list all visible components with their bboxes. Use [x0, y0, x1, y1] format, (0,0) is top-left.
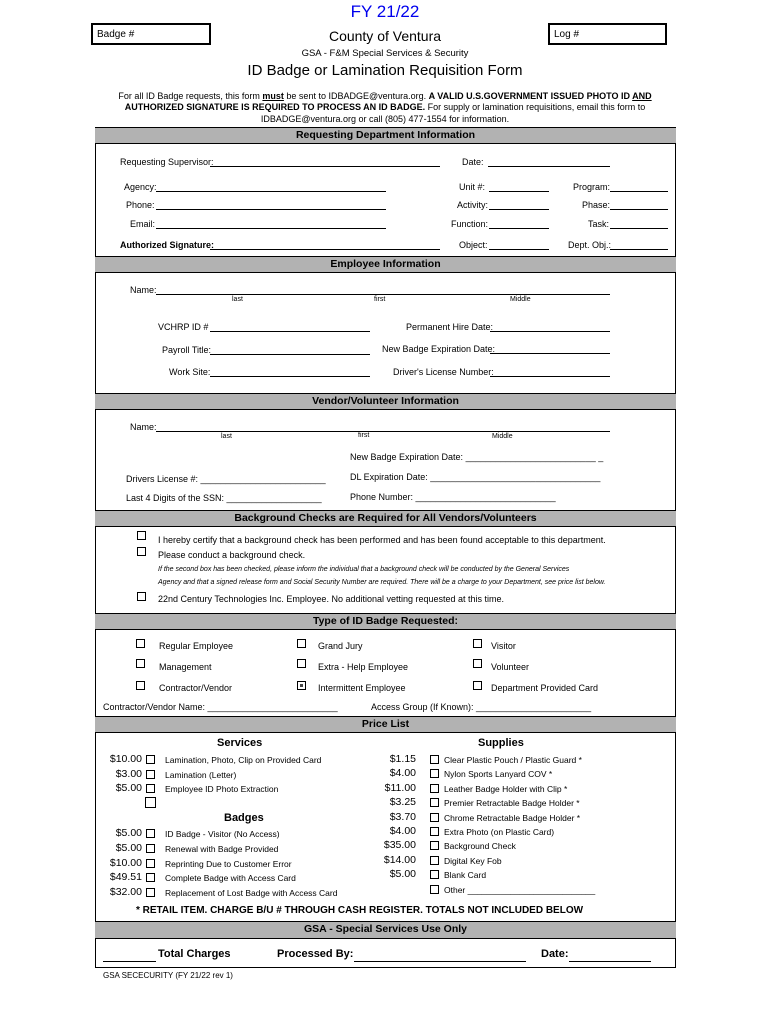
- bg-22nd-century-label: 22nd Century Technologies Inc. Employee. No additional vetting requested at this time.: [158, 594, 505, 604]
- volunteer-checkbox[interactable]: [473, 659, 482, 668]
- gsa-date-input[interactable]: [569, 961, 651, 962]
- badge-number-label: Badge #: [97, 29, 135, 40]
- supplies-price: $4.00: [389, 767, 416, 780]
- phone-label: Phone:: [126, 200, 155, 210]
- supplies-item-label: Digital Key Fob: [444, 855, 502, 866]
- supplies-item-checkbox[interactable]: [430, 827, 439, 836]
- vendor-phone[interactable]: Phone Number: ____________________________: [350, 492, 556, 502]
- date-label: Date:: [462, 157, 484, 167]
- supplies-item-checkbox[interactable]: [430, 769, 439, 778]
- employee-name-input[interactable]: [156, 294, 610, 295]
- activity-input[interactable]: [489, 209, 549, 210]
- payroll-title-label: Payroll Title:: [162, 345, 212, 355]
- dept-obj-label: Dept. Obj.:: [568, 240, 612, 250]
- services-price: $10.00: [109, 753, 142, 765]
- email-input[interactable]: [156, 228, 386, 229]
- services-item-label: Lamination, Photo, Clip on Provided Card: [165, 755, 322, 765]
- vendor-drivers-license[interactable]: Drivers License #: _________________________: [126, 474, 326, 484]
- bg-conduct-checkbox[interactable]: [137, 547, 146, 556]
- supplies-item-checkbox[interactable]: [430, 755, 439, 764]
- supplies-price: $35.00: [383, 839, 416, 852]
- bg-note-line-1: If the second box has been checked, please inform the individual that a background check will be conducted by the General Services: [158, 566, 570, 573]
- management-checkbox[interactable]: [136, 659, 145, 668]
- intermittent-checkbox[interactable]: [297, 681, 306, 690]
- badges-item-label: Renewal with Badge Provided: [165, 843, 279, 854]
- supplies-item-label: Nylon Sports Lanyard COV *: [444, 769, 553, 780]
- gsa-use-header: GSA - Special Services Use Only: [95, 921, 676, 939]
- services-item-checkbox[interactable]: [146, 755, 155, 764]
- emp-new-badge-exp-label: New Badge Expiration Date:: [382, 344, 496, 354]
- phase-input[interactable]: [610, 209, 668, 210]
- requesting-dept-header: Requesting Department Information: [95, 127, 676, 144]
- services-blank-checkbox[interactable]: [145, 797, 156, 808]
- supplies-item-checkbox[interactable]: [430, 784, 439, 793]
- task-input[interactable]: [610, 228, 668, 229]
- extra-help-label: Extra - Help Employee: [318, 662, 409, 672]
- gsa-date-label: Date:: [541, 948, 569, 960]
- intro-line-2: AUTHORIZED SIGNATURE IS REQUIRED TO PROCESS AN ID BADGE. For supply or lamination requisitions, email this form to: [124, 102, 646, 112]
- badges-item-checkbox[interactable]: [146, 859, 155, 868]
- dept-card-checkbox[interactable]: [473, 681, 482, 690]
- email-label: Email:: [130, 219, 156, 229]
- employee-last-hint: last: [232, 296, 243, 303]
- payroll-title-input[interactable]: [210, 354, 370, 355]
- supervisor-input[interactable]: [210, 166, 440, 167]
- vchrp-label: VCHRP ID #: [158, 322, 209, 332]
- intro-line-3: IDBADGE@ventura.org or call (805) 477-1554 for information.: [260, 114, 510, 124]
- activity-label: Activity:: [457, 200, 489, 210]
- function-input[interactable]: [489, 228, 549, 229]
- supplies-price: $11.00: [384, 781, 416, 794]
- perm-hire-label: Permanent Hire Date:: [406, 322, 494, 332]
- signature-label: Authorized Signature:: [120, 240, 214, 250]
- log-number-label: Log #: [554, 29, 580, 40]
- services-item-checkbox[interactable]: [146, 770, 155, 779]
- fiscal-year: FY 21/22: [350, 2, 420, 21]
- perm-hire-input[interactable]: [490, 331, 610, 332]
- supplies-price: $5.00: [389, 868, 416, 881]
- supplies-item-checkbox[interactable]: [430, 841, 439, 850]
- badges-item-label: Replacement of Lost Badge with Access Card: [165, 888, 338, 899]
- county-name: County of Ventura: [328, 28, 442, 44]
- access-group-field[interactable]: Access Group (If Known): _______________________: [371, 702, 592, 712]
- extra-help-checkbox[interactable]: [297, 659, 306, 668]
- department-name: GSA - F&M Special Services & Security: [301, 48, 469, 59]
- services-item-label: Employee ID Photo Extraction: [165, 784, 279, 794]
- supplies-price: $3.70: [389, 810, 416, 823]
- volunteer-label: Volunteer: [491, 662, 530, 672]
- unit-label: Unit #:: [459, 182, 486, 192]
- badges-item-checkbox[interactable]: [146, 888, 155, 897]
- badges-price: $49.51: [109, 871, 142, 884]
- object-input[interactable]: [489, 249, 549, 250]
- object-label: Object:: [459, 240, 488, 250]
- intro-line-1: For all ID Badge requests, this form must be sent to IDBADGE@ventura.org. A VALID U.S.GOVERNMENT ISSUED PHOTO ID AND: [118, 91, 652, 101]
- services-heading: Services: [217, 737, 263, 749]
- emp-new-badge-exp-input[interactable]: [490, 353, 610, 354]
- supplies-item-label: Premier Retractable Badge Holder *: [444, 798, 580, 809]
- employee-name-label: Name:: [130, 285, 157, 295]
- supplies-item-label: Extra Photo (on Plastic Card): [444, 827, 555, 837]
- services-price: $3.00: [115, 767, 142, 780]
- supplies-item-label: Leather Badge Holder with Clip *: [444, 783, 568, 794]
- supplies-item-label: Other ___________________________: [444, 884, 596, 895]
- vendor-new-badge-exp[interactable]: New Badge Expiration Date: __________________________ _: [350, 452, 604, 462]
- total-charges-input[interactable]: [103, 961, 156, 962]
- contractor-label: Contractor/Vendor: [159, 683, 233, 693]
- supplies-item-label: Chrome Retractable Badge Holder *: [444, 812, 581, 823]
- supplies-price: $3.25: [389, 796, 416, 809]
- vendor-first-hint: first: [358, 432, 370, 439]
- dept-card-label: Department Provided Card: [491, 683, 599, 693]
- dept-obj-input[interactable]: [610, 249, 668, 250]
- badges-item-label: Reprinting Due to Customer Error: [165, 858, 292, 869]
- vendor-dl-expiration[interactable]: DL Expiration Date: __________________________________: [350, 472, 601, 482]
- footer-revision: GSA SECECURITY (FY 21/22 rev 1): [103, 971, 233, 980]
- supplies-item-label: Background Check: [444, 841, 516, 852]
- agency-input[interactable]: [156, 191, 386, 192]
- management-label: Management: [159, 662, 212, 672]
- badges-price: $5.00: [115, 841, 142, 854]
- employee-info-header: Employee Information: [95, 256, 676, 273]
- visitor-label: Visitor: [491, 641, 516, 651]
- supplies-item-checkbox[interactable]: [430, 813, 439, 822]
- employee-middle-hint: Middle: [510, 296, 531, 303]
- vchrp-input[interactable]: [210, 331, 370, 332]
- form-title: ID Badge or Lamination Requisition Form: [247, 62, 523, 79]
- price-list-header: Price List: [95, 716, 676, 733]
- bg-note-line-2: Agency and that a signed release form and Social Security Number are required. There will be a charge to your Department, see price list below.: [158, 579, 606, 586]
- intermittent-label: Intermittent Employee: [318, 683, 406, 693]
- bg-certified-checkbox[interactable]: [137, 531, 146, 540]
- signature-input[interactable]: [210, 249, 440, 250]
- badges-item-label: ID Badge - Visitor (No Access): [165, 829, 280, 839]
- services-item-checkbox[interactable]: [146, 784, 155, 793]
- badges-item-checkbox[interactable]: [146, 873, 155, 882]
- drivers-license-input[interactable]: [490, 376, 610, 377]
- badges-price: $10.00: [109, 856, 142, 869]
- bg-22nd-century-checkbox[interactable]: [137, 592, 146, 601]
- total-charges-label: Total Charges: [158, 948, 231, 960]
- task-label: Task:: [588, 219, 610, 229]
- background-check-header: Background Checks are Required for All Vendors/Volunteers: [95, 510, 676, 527]
- badges-item-checkbox[interactable]: [146, 844, 155, 853]
- drivers-license-label: Driver's License Number:: [393, 367, 494, 377]
- function-label: Function:: [451, 219, 489, 229]
- program-label: Program:: [573, 182, 611, 192]
- regular-employee-label: Regular Employee: [159, 641, 234, 651]
- visitor-checkbox[interactable]: [473, 639, 482, 648]
- grand-jury-label: Grand Jury: [318, 641, 363, 651]
- supervisor-label: Requesting Supervisor:: [120, 157, 214, 167]
- employee-first-hint: first: [374, 296, 386, 303]
- program-input[interactable]: [610, 191, 668, 192]
- supplies-item-checkbox[interactable]: [430, 798, 439, 807]
- vendor-middle-hint: Middle: [492, 433, 513, 440]
- bg-conduct-label: Please conduct a background check.: [158, 550, 306, 560]
- badge-type-header: Type of ID Badge Requested:: [95, 613, 676, 630]
- bg-certified-label: I hereby certify that a background check has been performed and has been found acceptable to this department.: [158, 535, 606, 545]
- retail-note: * RETAIL ITEM. CHARGE B/U # THROUGH CASH REGISTER. TOTALS NOT INCLUDED BELOW: [136, 905, 584, 916]
- vendor-name-label: Name:: [130, 422, 157, 432]
- badges-heading: Badges: [224, 812, 264, 824]
- regular-employee-checkbox[interactable]: [136, 639, 145, 648]
- contractor-checkbox[interactable]: [136, 681, 145, 690]
- vendor-info-header: Vendor/Volunteer Information: [95, 393, 676, 410]
- phone-input[interactable]: [156, 209, 386, 210]
- badges-price: $32.00: [109, 886, 142, 899]
- supplies-item-label: Blank Card: [444, 870, 487, 881]
- badges-item-label: Complete Badge with Access Card: [165, 873, 296, 884]
- supplies-price: $1.15: [389, 753, 416, 765]
- supplies-price: $14.00: [383, 853, 416, 866]
- date-input[interactable]: [488, 166, 610, 167]
- processed-by-label: Processed By:: [277, 948, 354, 960]
- supplies-item-checkbox[interactable]: [430, 856, 439, 865]
- supplies-item-checkbox[interactable]: [430, 885, 439, 894]
- vendor-ssn[interactable]: Last 4 Digits of the SSN: ___________________: [126, 493, 322, 503]
- services-price: $5.00: [115, 782, 142, 794]
- vendor-name-input[interactable]: [156, 431, 610, 432]
- vendor-last-hint: last: [221, 433, 232, 440]
- work-site-label: Work Site:: [169, 367, 211, 377]
- grand-jury-checkbox[interactable]: [297, 639, 306, 648]
- supplies-item-checkbox[interactable]: [430, 870, 439, 879]
- badges-item-checkbox[interactable]: [146, 829, 155, 838]
- unit-input[interactable]: [489, 191, 549, 192]
- phase-label: Phase:: [582, 200, 611, 210]
- services-item-label: Lamination (Letter): [165, 769, 237, 780]
- work-site-input[interactable]: [210, 376, 370, 377]
- supplies-heading: Supplies: [478, 737, 524, 749]
- supplies-price: $4.00: [389, 825, 416, 837]
- processed-by-input[interactable]: [354, 961, 526, 962]
- agency-label: Agency:: [124, 182, 157, 192]
- supplies-item-label: Clear Plastic Pouch / Plastic Guard *: [444, 755, 582, 765]
- contractor-vendor-name-field[interactable]: Contractor/Vendor Name: __________________________: [103, 702, 338, 712]
- badges-price: $5.00: [115, 827, 142, 839]
